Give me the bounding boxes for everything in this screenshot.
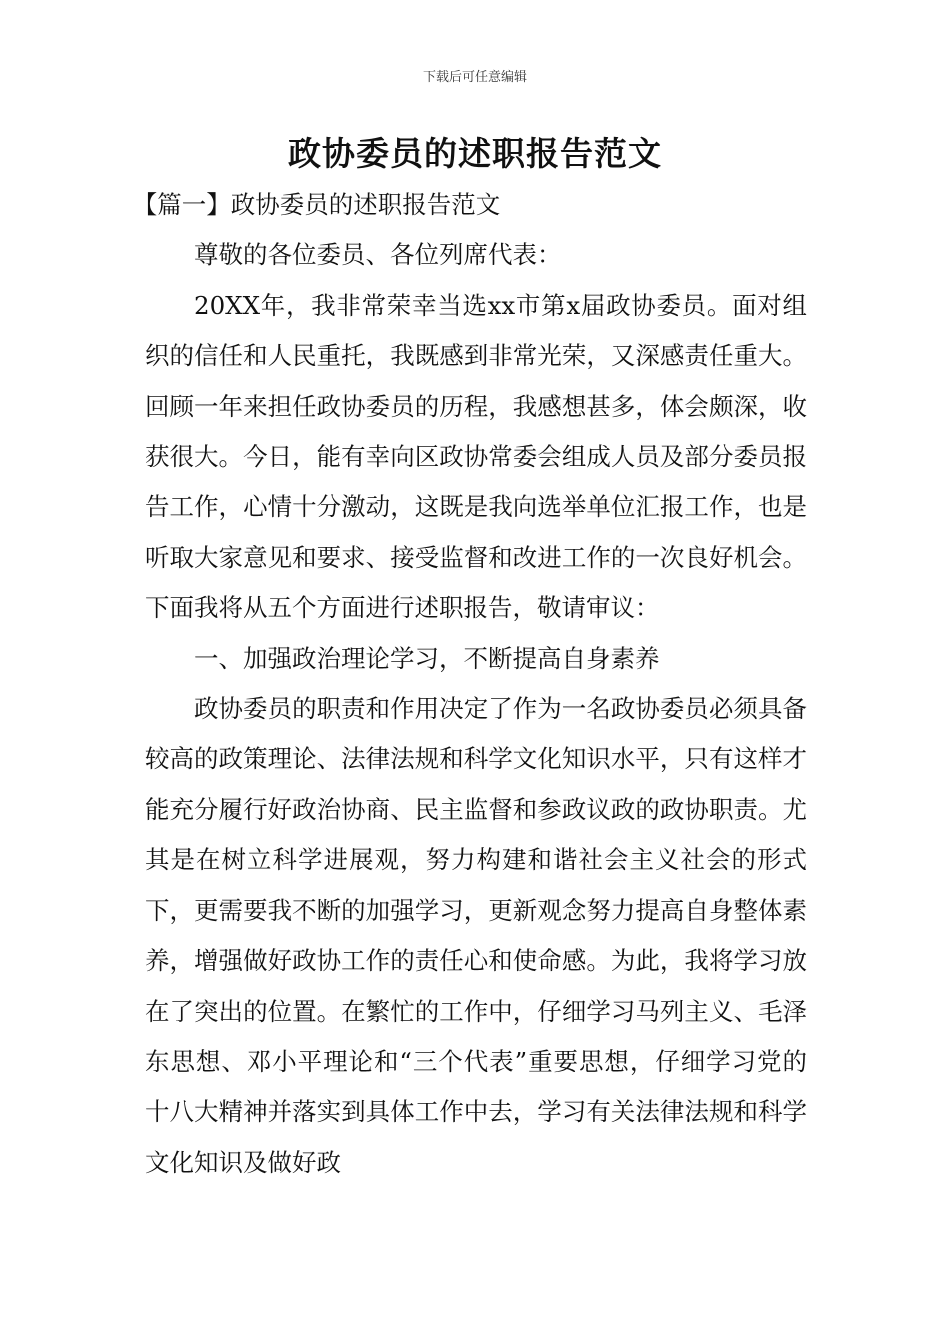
document-body (132, 180, 807, 1188)
section-heading: 【篇一】政协委员的述职报告范文 (132, 190, 501, 219)
paragraph-study: 政协委员的职责和作用决定了作为一名政协委员必须具备较高的政策理论、法律法规和科学文化知识水平，只有这样才能充分履行好政治协商、民主监督和参政议政的政协职责。尤其是在树立科学进展观，努力构建和谐社会主义社会的形式下，更需要我不断的加强学习，更新观念努力提高自身整体素养，增强做好政协工作的责任心和使命感。为此，我将学习放在了突出的位置。在繁忙的工作中，仔细学习马列主义、毛泽东思想、邓小平理论和“三个代表”重要思想，仔细学习党的十八大精神并落实到具体工作中去，学习有关法律法规和科学文化知识及做好政 (145, 694, 807, 1177)
subheading-one: 一、加强政治理论学习，不断提高自身素养 (194, 643, 660, 673)
salutation: 尊敬的各位委员、各位列席代表： (194, 240, 562, 270)
document-title: 政协委员的述职报告范文 (288, 134, 662, 173)
paragraph-intro: 20XX年，我非常荣幸当选xx市第x届政协委员。面对组织的信任和人民重托，我既感到非常光荣，又深感责任重大。回顾一年来担任政协委员的历程，我感想甚多，体会颇深，收获很大。今日，能有幸向区政协常委会组成人员及部分委员报告工作，心情十分激动，这既是我向选举单位汇报工作，也是听取大家意见和要求、接受监督和改进工作的一次良好机会。下面我将从五个方面进行述职报告，敬请审议： (145, 290, 807, 623)
page-header-note: 下载后可任意编辑 (422, 70, 527, 85)
